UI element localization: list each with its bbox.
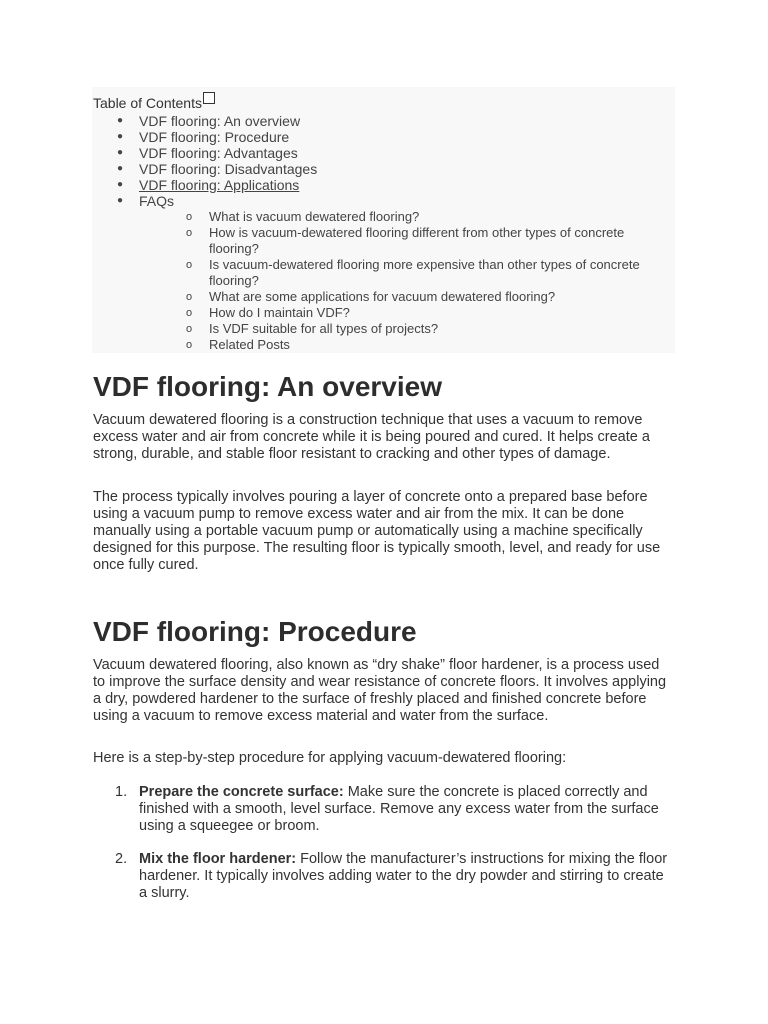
procedure-paragraph-2: Here is a step-by-step procedure for applying vacuum-dewatered flooring: — [93, 750, 567, 766]
toc-faq-label: What is vacuum dewatered flooring? — [209, 209, 420, 224]
toc-link-disadvantages[interactable] — [117, 161, 318, 177]
bullet-icon: ● — [117, 147, 124, 158]
toc-faq-link[interactable] — [186, 305, 669, 321]
toc-link-advantages[interactable] — [117, 145, 298, 161]
sub-bullet-icon: o — [186, 227, 193, 239]
procedure-step — [115, 784, 673, 835]
toc-faq-link[interactable] — [186, 257, 669, 289]
toc-link-procedure[interactable] — [117, 129, 290, 145]
toc-faq-label: Is vacuum-dewatered flooring more expensive than other types of concrete flooring? — [209, 257, 640, 288]
overview-heading: VDF flooring: An overview — [93, 371, 442, 402]
toc-faq-label: How is vacuum-dewatered flooring different from other types of concrete flooring? — [209, 225, 625, 256]
toc-link-label: VDF flooring: Procedure — [139, 129, 290, 145]
sub-bullet-icon: o — [186, 291, 193, 303]
toc-link-label: VDF flooring: Advantages — [139, 145, 298, 161]
toc-link-label: VDF flooring: Disadvantages — [139, 161, 318, 177]
bullet-icon: ● — [117, 131, 124, 142]
procedure-step — [115, 851, 673, 902]
bullet-icon: ● — [117, 115, 124, 126]
step-number: 1. — [115, 784, 128, 800]
toc-faq-link[interactable] — [186, 337, 669, 353]
step-text: Make sure the concrete is placed correctly and finished with a smooth, level surface. Remove any excess water from the surface using a squeegee or broom. — [139, 784, 659, 834]
toc-link-overview[interactable] — [117, 113, 301, 129]
toc-faq-link[interactable] — [186, 289, 669, 305]
sub-bullet-icon: o — [186, 211, 193, 223]
bullet-icon: ● — [117, 179, 124, 190]
sub-bullet-icon: o — [186, 323, 193, 335]
overview-paragraph-1: Vacuum dewatered flooring is a construction technique that uses a vacuum to remove excess water and air from concrete while it is being poured and cured. It helps create a strong, durable, and stable floor resistant to cracking and other types of damage. — [93, 412, 650, 462]
toc-faq-link[interactable] — [186, 321, 669, 337]
toc-toggle-icon[interactable] — [203, 92, 215, 104]
toc-faq-link[interactable] — [186, 225, 669, 257]
overview-paragraph-2: The process typically involves pouring a layer of concrete onto a prepared base before using a vacuum pump to remove excess water and air from the mix. It can be done manually using a portable vacuum pump or automatically using a machine specifically designed for this purpose. The resulting floor is typically smooth, level, and ready for use once fully cured. — [93, 489, 661, 573]
step-number: 2. — [115, 851, 128, 867]
sub-bullet-icon: o — [186, 339, 193, 351]
sub-bullet-icon: o — [186, 259, 193, 271]
toc-link-label: FAQs — [139, 193, 175, 209]
toc-link-label: VDF flooring: Applications — [139, 177, 300, 193]
step-title: Prepare the concrete surface: — [139, 784, 344, 800]
toc-faq-label: Related Posts — [209, 337, 290, 352]
toc-faq-label: How do I maintain VDF? — [209, 305, 350, 320]
bullet-icon: ● — [117, 163, 124, 174]
toc-faq-link[interactable] — [186, 209, 669, 225]
toc-link-label: VDF flooring: An overview — [139, 113, 301, 129]
procedure-heading: VDF flooring: Procedure — [93, 616, 417, 647]
toc-link-applications[interactable] — [117, 177, 300, 193]
step-title: Mix the floor hardener: — [139, 851, 297, 867]
toc-faq-label: Is VDF suitable for all types of projects? — [209, 321, 439, 336]
bullet-icon: ● — [117, 195, 124, 206]
toc-link-faqs[interactable] — [117, 193, 175, 209]
toc-header — [93, 95, 215, 112]
procedure-paragraph-1: Vacuum dewatered flooring, also known as “dry shake” floor hardener, is a process used to improve the surface density and wear resistance of concrete floors. It involves applying a dry, powdered hardener to the surface of freshly placed and finished concrete before using a vacuum to remove excess material and water from the surface. — [93, 657, 667, 724]
toc-faq-label: What are some applications for vacuum dewatered flooring? — [209, 289, 556, 304]
toc-title: Table of Contents — [93, 95, 202, 111]
sub-bullet-icon: o — [186, 307, 193, 319]
step-text: Follow the manufacturer’s instructions for mixing the floor hardener. It typically involves adding water to the dry powder and stirring to create a slurry. — [139, 851, 668, 901]
